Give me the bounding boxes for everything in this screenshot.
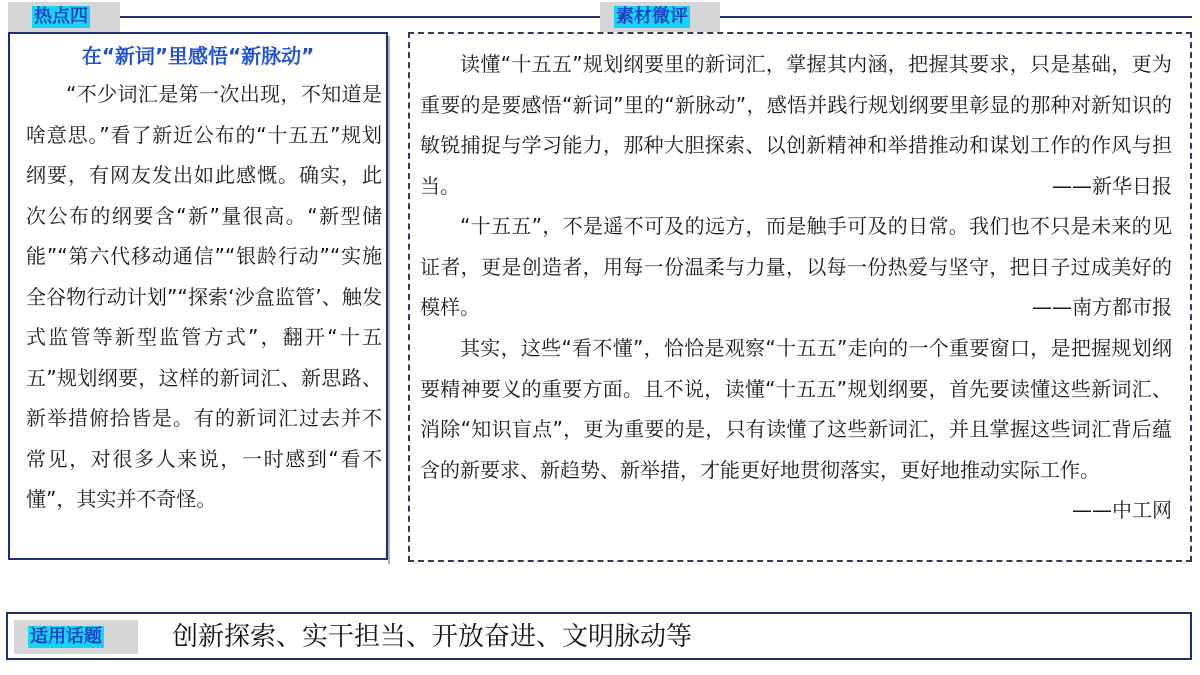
comment-source: ——新华日报 [1052, 173, 1172, 198]
topic-tag-container [14, 620, 138, 654]
comment-source: ——南方都市报 [1032, 295, 1172, 319]
comment-paragraph-2 [420, 206, 1172, 328]
comment-text: “十五五”，不是遥不可及的远方，而是触手可及的日常。我们也不只是未来的见证者，更是创造者，用每一份温柔与力量，以每一份热爱与坚守，把日子过成美好的模样。 [420, 214, 1172, 319]
comment-paragraph-1 [420, 44, 1172, 206]
comment-paragraph-3 [420, 328, 1172, 531]
article-body: “不少词汇是第一次出现，不知道是啥意思。”看了新近公布的“十五五”规划纲要，有网友发出如此感慨。确实，此次公布的纲要含“新”量很高。“新型储能”“第六代移动通信”“银龄行动”“实施全谷物行动计划”“探索‘沙盒监管’、触发式监管等新型监管方式”，翻开“十五五”规划纲要，这样的新词汇、新思路、新举措俯拾皆是。有的新词汇过去并不常见，对很多人来说，一时感到“看不懂”，其实并不奇怪。 [26, 82, 382, 511]
comment-tag-container [600, 2, 720, 32]
article-title: 在“新词”里感悟“新脉动” [81, 44, 315, 68]
comment-source: ——中工网 [1072, 498, 1172, 522]
topics-bar [6, 612, 1192, 660]
comment-panel [408, 32, 1192, 562]
comment-tag: 素材微评 [616, 6, 688, 27]
topic-tag: 适用话题 [30, 626, 102, 647]
comment-text: 其实，这些“看不懂”，恰恰是观察“十五五”走向的一个重要窗口，是把握规划纲要精神要义的重要方面。且不说，读懂“十五五”规划纲要，首先要读懂这些新词汇、消除“知识盲点”，更为重要的是，只有读懂了这些新词汇，并且掌握这些词汇背后蕴含的新要求、新趋势、新举措，才能更好地贯彻落实，更好地推动实际工作。 [420, 336, 1172, 482]
header-rule-right [720, 16, 1192, 18]
hotspot-article-panel [8, 32, 388, 560]
header-rule-left [120, 16, 600, 18]
topics-list: 创新探索、实干担当、开放奋进、文明脉动等 [172, 622, 693, 652]
hotspot-tag-container [8, 2, 120, 32]
hotspot-tag: 热点四 [34, 6, 88, 27]
panel-shadow [388, 36, 390, 564]
comment-text: 读懂“十五五”规划纲要里的新词汇，掌握其内涵，把握其要求，只是基础，更为重要的是要感悟“新词”里的“新脉动”，感悟并践行规划纲要里彰显的那种对新知识的敏锐捕捉与学习能力，那种大胆探索、以创新精神和举措推动和谋划工作的作风与担当。 [420, 52, 1172, 198]
